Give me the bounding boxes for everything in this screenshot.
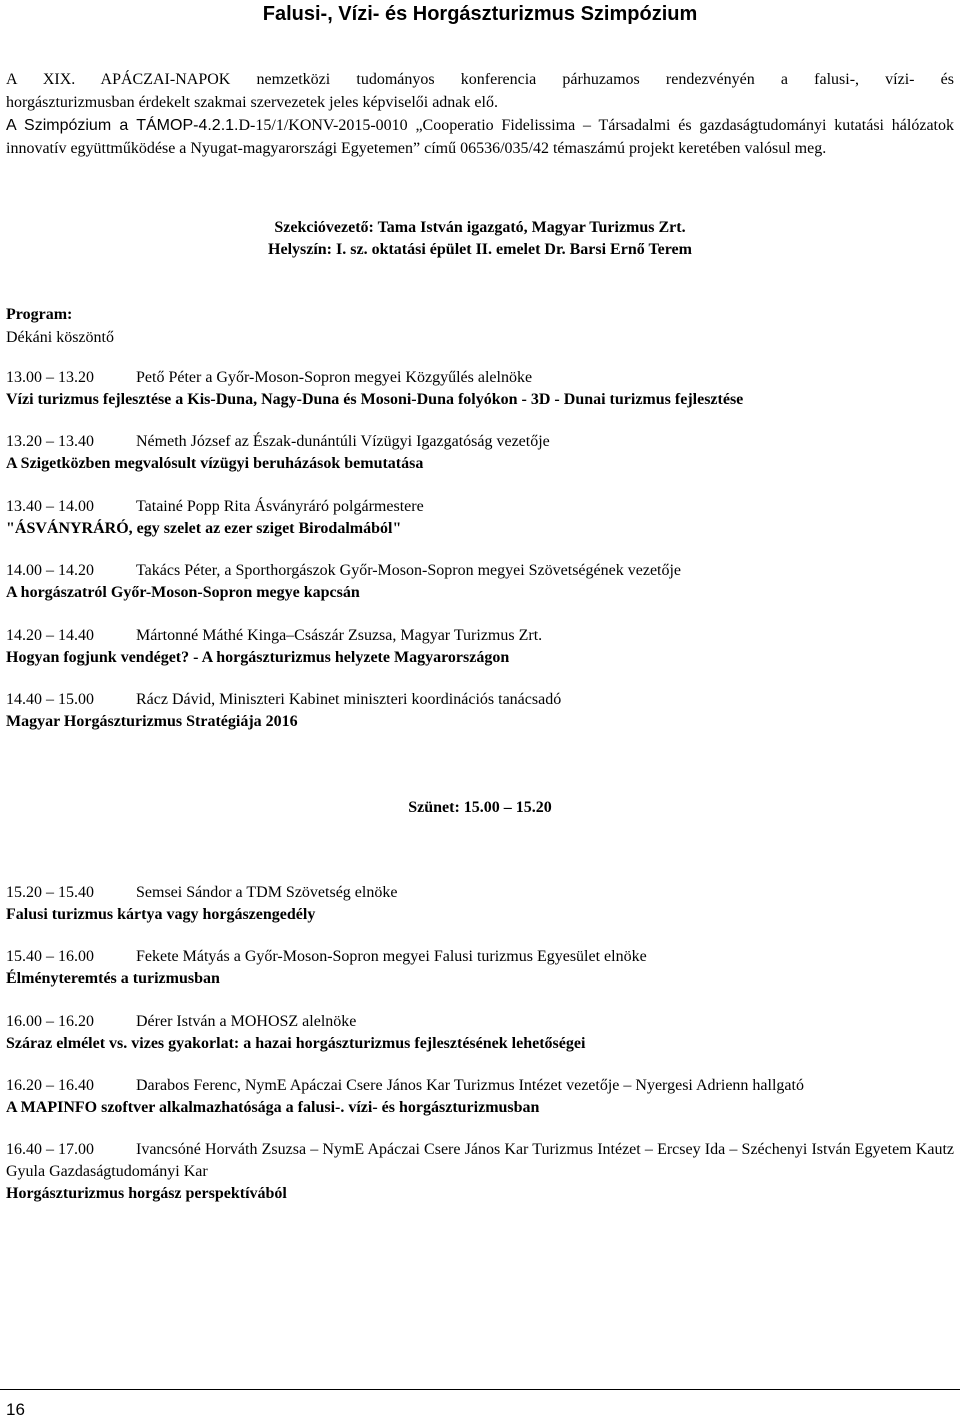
item-speaker: Takács Péter, a Sporthorgászok Győr-Moson-Sopron megyei Szövetségének vezetője xyxy=(136,562,682,579)
item-time: 13.00 – 13.20 xyxy=(6,369,94,386)
intro-paragraph xyxy=(6,68,954,160)
item-time: 16.40 – 17.00 xyxy=(6,1141,94,1158)
item-talk-title: "ÁSVÁNYRÁRÓ, egy szelet az ezer sziget Birodalmából" xyxy=(6,520,402,537)
item-speaker: Németh József az Észak-dunántúli Vízügyi Igazgatóság vezetője xyxy=(136,433,550,450)
item-speaker: Tatainé Popp Rita Ásványráró polgármestere xyxy=(136,498,424,515)
item-time: 14.20 – 14.40 xyxy=(6,627,94,644)
item-talk-title: Falusi turizmus kártya vagy horgászengedély xyxy=(6,906,316,923)
item-speaker: Mártonné Máthé Kinga–Császár Zsuzsa, Magyar Turizmus Zrt. xyxy=(136,627,543,644)
session-leader: Szekcióvezető: Tama István igazgató, Magyar Turizmus Zrt. xyxy=(274,219,686,236)
intro-line-3 xyxy=(6,114,954,160)
item-time: 13.40 – 14.00 xyxy=(6,498,94,515)
program-item xyxy=(6,367,954,411)
session-venue: Helyszín: I. sz. oktatási épület II. emelet Dr. Barsi Ernő Terem xyxy=(268,241,692,258)
program-item xyxy=(6,496,954,540)
item-speaker: Fekete Mátyás a Győr-Moson-Sopron megyei Falusi turizmus Egyesület elnöke xyxy=(136,948,647,965)
item-talk-title: A horgászatról Győr-Moson-Sopron megye kapcsán xyxy=(6,584,360,601)
item-talk-title: Száraz elmélet vs. vizes gyakorlat: a hazai horgászturizmus fejlesztésének lehetőségei xyxy=(6,1035,586,1052)
intro-line-2: horgászturizmusban érdekelt szakmai szervezetek jeles képviselői adnak elő. xyxy=(6,94,498,111)
break-notice: Szünet: 15.00 – 15.20 xyxy=(408,799,552,816)
welcome-line: Dékáni köszöntő xyxy=(6,329,114,346)
footer-divider xyxy=(0,1389,960,1390)
program-item xyxy=(6,689,954,733)
program-item xyxy=(6,1011,954,1055)
item-talk-title: Hogyan fogjunk vendéget? - A horgászturizmus helyzete Magyarországon xyxy=(6,649,510,666)
item-time: 15.40 – 16.00 xyxy=(6,948,94,965)
item-time: 14.40 – 15.00 xyxy=(6,691,94,708)
item-talk-title: A Szigetközben megvalósult vízügyi beruházások bemutatása xyxy=(6,455,424,472)
program-item xyxy=(6,625,954,669)
item-time: 16.00 – 16.20 xyxy=(6,1013,94,1030)
item-speaker: Semsei Sándor a TDM Szövetség elnöke xyxy=(136,884,398,901)
program-heading xyxy=(6,303,114,349)
page-title: Falusi-, Vízi- és Horgászturizmus Szimpózium xyxy=(262,3,698,25)
item-talk-title: Horgászturizmus horgász perspektívából xyxy=(6,1185,287,1202)
item-time: 14.00 – 14.20 xyxy=(6,562,94,579)
program-item xyxy=(6,1139,954,1205)
program-item xyxy=(6,431,954,475)
program-item xyxy=(6,560,954,604)
program-item xyxy=(6,882,954,926)
item-speaker: Pető Péter a Győr-Moson-Sopron megyei Közgyűlés alelnöke xyxy=(136,369,533,386)
program-item xyxy=(6,946,954,990)
item-speaker: Rácz Dávid, Miniszteri Kabinet miniszteri koordinációs tanácsadó xyxy=(136,691,562,708)
intro-line-1: A XIX. APÁCZAI-NAPOK nemzetközi tudományos konferencia párhuzamos rendezvényén a falusi-, vízi- és xyxy=(6,71,954,88)
item-talk-title: Vízi turizmus fejlesztése a Kis-Duna, Nagy-Duna és Mosoni-Duna folyókon - 3D - Dunai turizmus fejlesztése xyxy=(6,391,744,408)
item-time: 16.20 – 16.40 xyxy=(6,1077,94,1094)
page-number: 16 xyxy=(6,1400,25,1419)
program-item xyxy=(6,1075,954,1119)
item-talk-title: A MAPINFO szoftver alkalmazhatósága a falusi-. vízi- és horgászturizmusban xyxy=(6,1099,540,1116)
item-speaker: Dérer István a MOHOSZ alelnöke xyxy=(136,1013,357,1030)
intro-line-3-prefix: A Szimpózium a TÁMOP-4.2.1. xyxy=(6,117,239,134)
item-time: 15.20 – 15.40 xyxy=(6,884,94,901)
item-speaker: Ivancsóné Horváth Zsuzsa – NymE Apáczai Csere János Kar Turizmus Intézet – Ercsey Ida – Széchenyi István Egyetem Kautz Gyula Gazdaságtudományi Kar xyxy=(6,1141,954,1180)
item-talk-title: Élményteremtés a turizmusban xyxy=(6,970,220,987)
item-speaker: Darabos Ferenc, NymE Apáczai Csere János Kar Turizmus Intézet vezetője – Nyergesi Adrienn hallgató xyxy=(136,1077,804,1094)
intro-line-3-rest: D-15/1/KONV-2015-0010 „Cooperatio Fidelissima – Társadalmi és gazdaságtudományi kutatási hálózatok innovatív együttműködése a Nyugat-magyarországi Egyetemen” című 06536/035/42 témaszámú projekt keretében valósul meg. xyxy=(6,117,954,157)
item-time: 13.20 – 13.40 xyxy=(6,433,94,450)
program-label: Program: xyxy=(6,306,73,323)
item-talk-title: Magyar Horgászturizmus Stratégiája 2016 xyxy=(6,713,298,730)
